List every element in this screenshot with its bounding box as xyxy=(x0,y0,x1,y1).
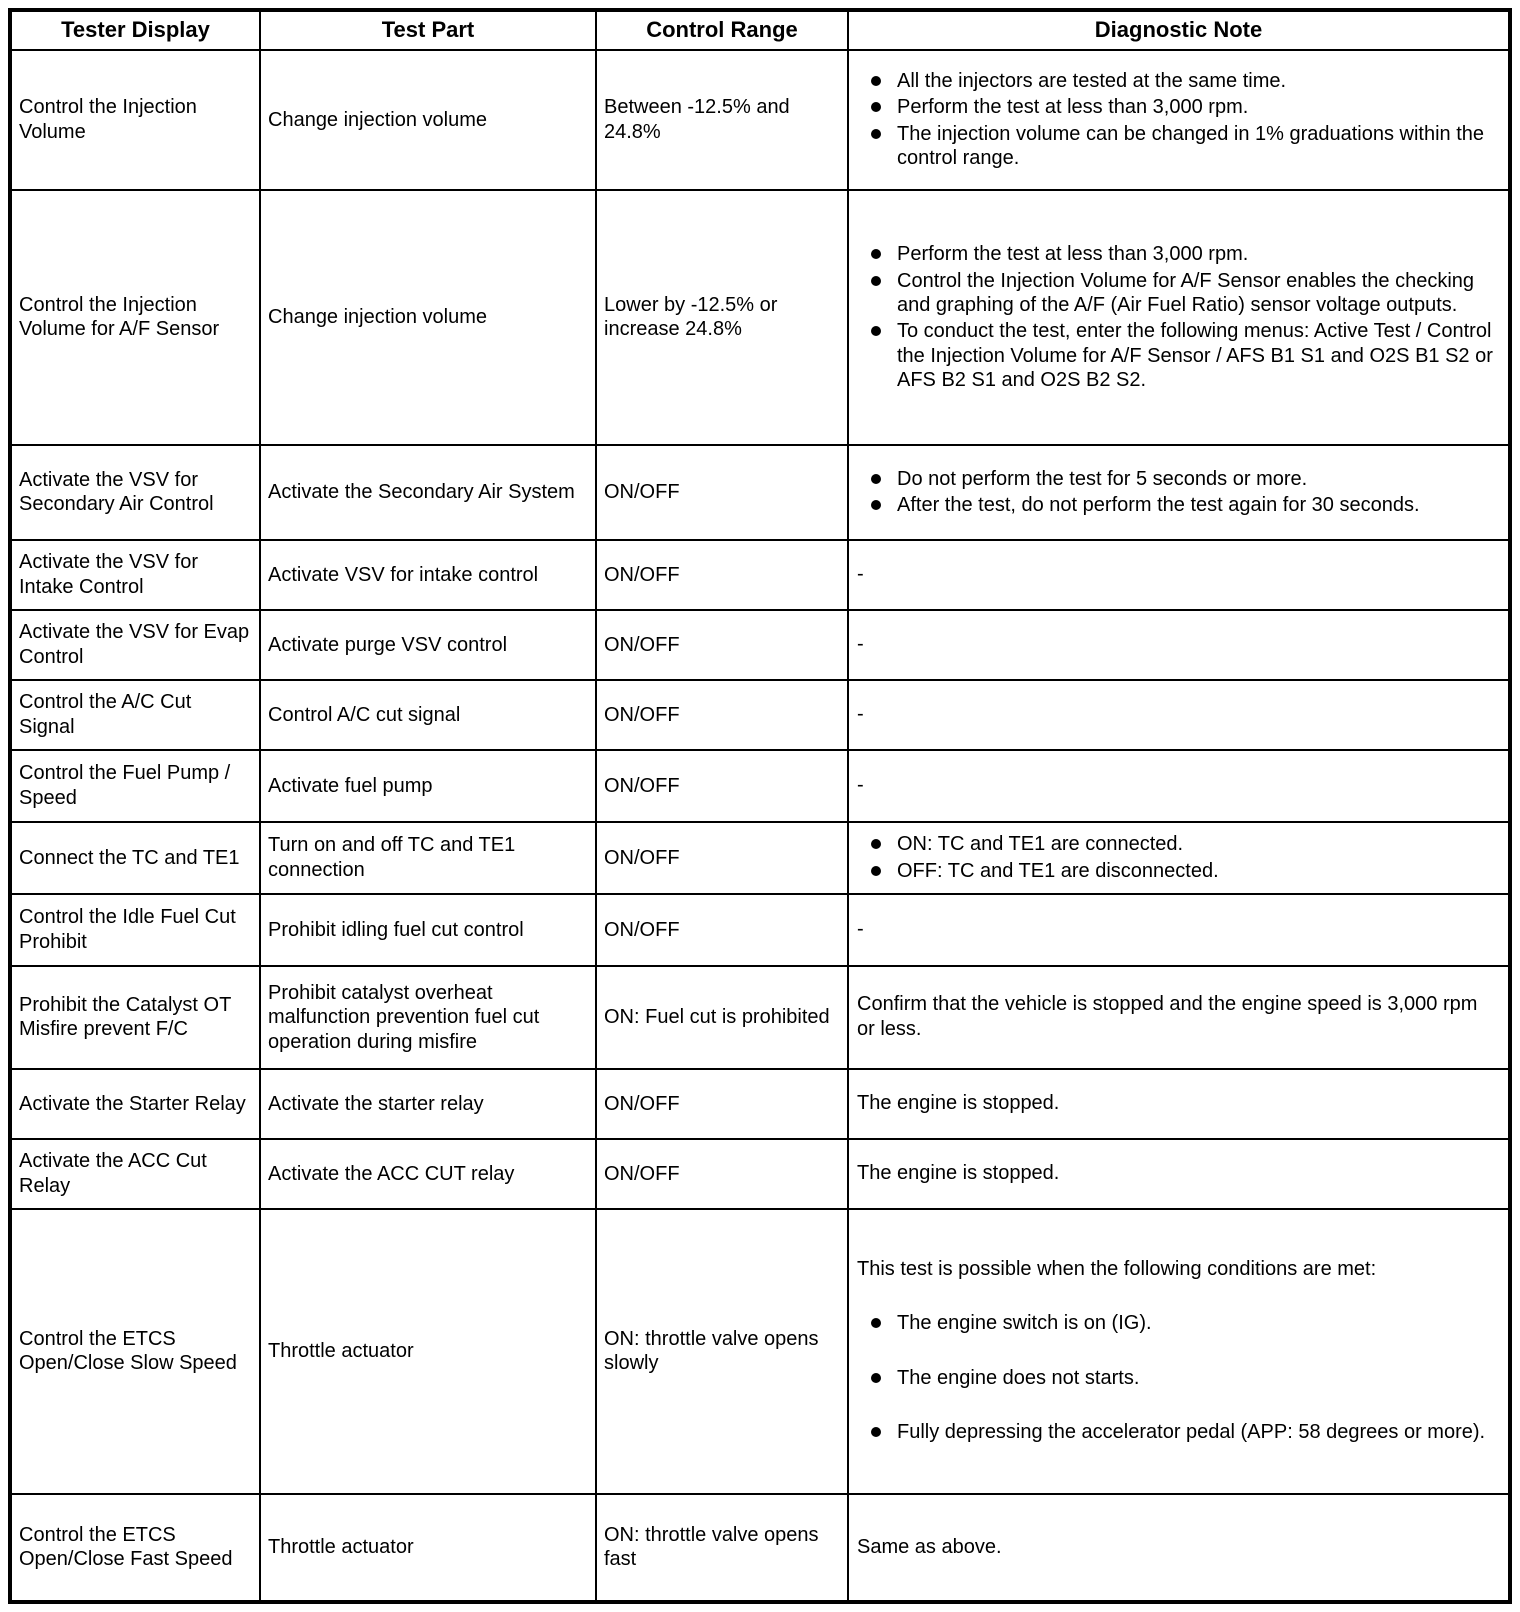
test-part-cell: Activate the ACC CUT relay xyxy=(260,1139,596,1209)
diagnostic-note-cell xyxy=(848,1494,1510,1602)
bullet-icon xyxy=(871,102,881,112)
note-bullet-text: Perform the test at less than 3,000 rpm. xyxy=(897,96,1249,119)
tester-display-cell: Activate the Starter Relay xyxy=(10,1069,260,1139)
tester-display-cell: Activate the VSV for Secondary Air Control xyxy=(10,445,260,540)
diagnostic-note-cell xyxy=(848,1069,1510,1139)
column-header-control-range: Control Range xyxy=(596,10,848,50)
note-bullet-item xyxy=(871,467,1498,491)
table-header xyxy=(10,10,1510,50)
note-bullet-text: After the test, do not perform the test again for 30 seconds. xyxy=(897,494,1420,517)
note-bullet-item xyxy=(871,832,1498,856)
test-part-cell: Control A/C cut signal xyxy=(260,680,596,750)
tester-display-cell: Control the ETCS Open/Close Fast Speed xyxy=(10,1494,260,1602)
control-range-cell: Lower by -12.5% or increase 24.8% xyxy=(596,190,848,445)
note-bullet-text: The injection volume can be changed in 1% graduations within the control range. xyxy=(897,122,1485,170)
tester-display-cell: Control the Fuel Pump / Speed xyxy=(10,750,260,822)
table-row xyxy=(10,1069,1510,1139)
diagnostic-note-cell xyxy=(848,540,1510,610)
tester-display-cell: Control the ETCS Open/Close Slow Speed xyxy=(10,1209,260,1494)
test-part-cell: Activate the Secondary Air System xyxy=(260,445,596,540)
test-part-cell: Turn on and off TC and TE1 connection xyxy=(260,822,596,894)
table-row xyxy=(10,190,1510,445)
table-row xyxy=(10,445,1510,540)
bullet-icon xyxy=(871,1373,881,1383)
note-bullet-item xyxy=(871,493,1498,517)
test-part-cell: Prohibit catalyst overheat malfunction prevention fuel cut operation during misfire xyxy=(260,966,596,1069)
tester-display-cell: Connect the TC and TE1 xyxy=(10,822,260,894)
control-range-cell: ON: Fuel cut is prohibited xyxy=(596,966,848,1069)
note-bullet-item xyxy=(871,122,1498,171)
note-bullet-text: Control the Injection Volume for A/F Sensor enables the checking and graphing of the A/F (Air Fuel Ratio) sensor voltage outputs. xyxy=(897,269,1475,316)
bullet-icon xyxy=(871,249,881,259)
bullet-icon xyxy=(871,326,881,336)
note-bullet-item xyxy=(871,1311,1498,1335)
test-part-cell: Activate the starter relay xyxy=(260,1069,596,1139)
control-range-cell: ON/OFF xyxy=(596,894,848,966)
control-range-cell: ON/OFF xyxy=(596,1069,848,1139)
tester-display-cell: Activate the VSV for Evap Control xyxy=(10,610,260,680)
bullet-icon xyxy=(871,1318,881,1328)
diagnostic-note-cell xyxy=(848,190,1510,445)
note-bullet-item xyxy=(871,859,1498,883)
column-header-tester-display: Tester Display xyxy=(10,10,260,50)
table-body xyxy=(10,50,1510,1602)
note-bullet-text: The engine does not starts. xyxy=(897,1366,1140,1389)
table-row xyxy=(10,680,1510,750)
test-part-cell: Activate VSV for intake control xyxy=(260,540,596,610)
diagnostic-note-cell xyxy=(848,1209,1510,1494)
tester-display-cell: Control the Injection Volume xyxy=(10,50,260,190)
note-text: - xyxy=(857,774,864,797)
note-bullet-item xyxy=(871,1420,1498,1444)
note-text: - xyxy=(857,563,864,586)
note-bullet-item xyxy=(871,319,1498,392)
test-part-cell: Prohibit idling fuel cut control xyxy=(260,894,596,966)
control-range-cell: ON/OFF xyxy=(596,822,848,894)
note-bullet-text: Fully depressing the accelerator pedal (APP: 58 degrees or more). xyxy=(897,1421,1486,1444)
tester-display-cell: Control the Idle Fuel Cut Prohibit xyxy=(10,894,260,966)
tester-display-cell: Prohibit the Catalyst OT Misfire prevent F/C xyxy=(10,966,260,1069)
table-row xyxy=(10,894,1510,966)
active-test-table xyxy=(8,8,1512,1604)
column-header-diagnostic-note: Diagnostic Note xyxy=(848,10,1510,50)
table-row xyxy=(10,1139,1510,1209)
note-bullet-item xyxy=(871,95,1498,119)
note-bullet-text: All the injectors are tested at the same time. xyxy=(897,70,1287,93)
bullet-icon xyxy=(871,839,881,849)
diagnostic-note-cell xyxy=(848,610,1510,680)
diagnostic-note-cell xyxy=(848,680,1510,750)
control-range-cell: ON/OFF xyxy=(596,750,848,822)
note-text: - xyxy=(857,918,864,941)
tester-display-cell: Activate the ACC Cut Relay xyxy=(10,1139,260,1209)
note-bullet-item xyxy=(871,69,1498,93)
control-range-cell: ON/OFF xyxy=(596,680,848,750)
control-range-cell: ON/OFF xyxy=(596,610,848,680)
bullet-icon xyxy=(871,76,881,86)
control-range-cell: ON/OFF xyxy=(596,540,848,610)
note-bullet-item xyxy=(871,269,1498,318)
bullet-icon xyxy=(871,129,881,139)
note-bullet-item xyxy=(871,242,1498,266)
table-row xyxy=(10,1209,1510,1494)
note-text: The engine is stopped. xyxy=(857,1092,1060,1115)
diagnostic-note-cell xyxy=(848,966,1510,1069)
column-header-test-part: Test Part xyxy=(260,10,596,50)
diagnostic-note-cell xyxy=(848,50,1510,190)
tester-display-cell: Control the Injection Volume for A/F Sensor xyxy=(10,190,260,445)
note-text: This test is possible when the following conditions are met: xyxy=(857,1258,1377,1281)
table-row xyxy=(10,610,1510,680)
table-row xyxy=(10,822,1510,894)
note-bullet-text: OFF: TC and TE1 are disconnected. xyxy=(897,859,1219,882)
table-row xyxy=(10,750,1510,822)
test-part-cell: Change injection volume xyxy=(260,50,596,190)
control-range-cell: Between -12.5% and 24.8% xyxy=(596,50,848,190)
control-range-cell: ON: throttle valve opens slowly xyxy=(596,1209,848,1494)
note-text: Confirm that the vehicle is stopped and the engine speed is 3,000 rpm or less. xyxy=(857,993,1478,1040)
control-range-cell: ON: throttle valve opens fast xyxy=(596,1494,848,1602)
bullet-icon xyxy=(871,474,881,484)
note-bullet-text: The engine switch is on (IG). xyxy=(897,1312,1152,1335)
note-bullet-text: Perform the test at less than 3,000 rpm. xyxy=(897,243,1249,266)
diagnostic-note-cell xyxy=(848,822,1510,894)
test-part-cell: Change injection volume xyxy=(260,190,596,445)
diagnostic-note-cell xyxy=(848,1139,1510,1209)
test-part-cell: Throttle actuator xyxy=(260,1494,596,1602)
note-bullet-text: Do not perform the test for 5 seconds or more. xyxy=(897,467,1308,490)
note-bullet-text: To conduct the test, enter the following menus: Active Test / Control the Injection Volume for A/F Sensor / AFS B1 S1 and O2S B1 S2 or AFS B2 S1 and O2S B2 S2. xyxy=(897,320,1493,392)
bullet-icon xyxy=(871,500,881,510)
table-row xyxy=(10,540,1510,610)
diagnostic-note-cell xyxy=(848,750,1510,822)
table-row xyxy=(10,966,1510,1069)
test-part-cell: Activate fuel pump xyxy=(260,750,596,822)
note-text: The engine is stopped. xyxy=(857,1162,1060,1185)
header-row xyxy=(10,10,1510,50)
bullet-icon xyxy=(871,866,881,876)
note-bullet-text: ON: TC and TE1 are connected. xyxy=(897,833,1184,856)
control-range-cell: ON/OFF xyxy=(596,445,848,540)
bullet-icon xyxy=(871,1427,881,1437)
note-text: - xyxy=(857,633,864,656)
test-part-cell: Activate purge VSV control xyxy=(260,610,596,680)
bullet-icon xyxy=(871,276,881,286)
control-range-cell: ON/OFF xyxy=(596,1139,848,1209)
diagnostic-note-cell xyxy=(848,894,1510,966)
table-row xyxy=(10,50,1510,190)
tester-display-cell: Control the A/C Cut Signal xyxy=(10,680,260,750)
table-row xyxy=(10,1494,1510,1602)
tester-display-cell: Activate the VSV for Intake Control xyxy=(10,540,260,610)
note-text: - xyxy=(857,703,864,726)
note-bullet-item xyxy=(871,1366,1498,1390)
diagnostic-note-cell xyxy=(848,445,1510,540)
test-part-cell: Throttle actuator xyxy=(260,1209,596,1494)
note-text: Same as above. xyxy=(857,1535,1002,1558)
